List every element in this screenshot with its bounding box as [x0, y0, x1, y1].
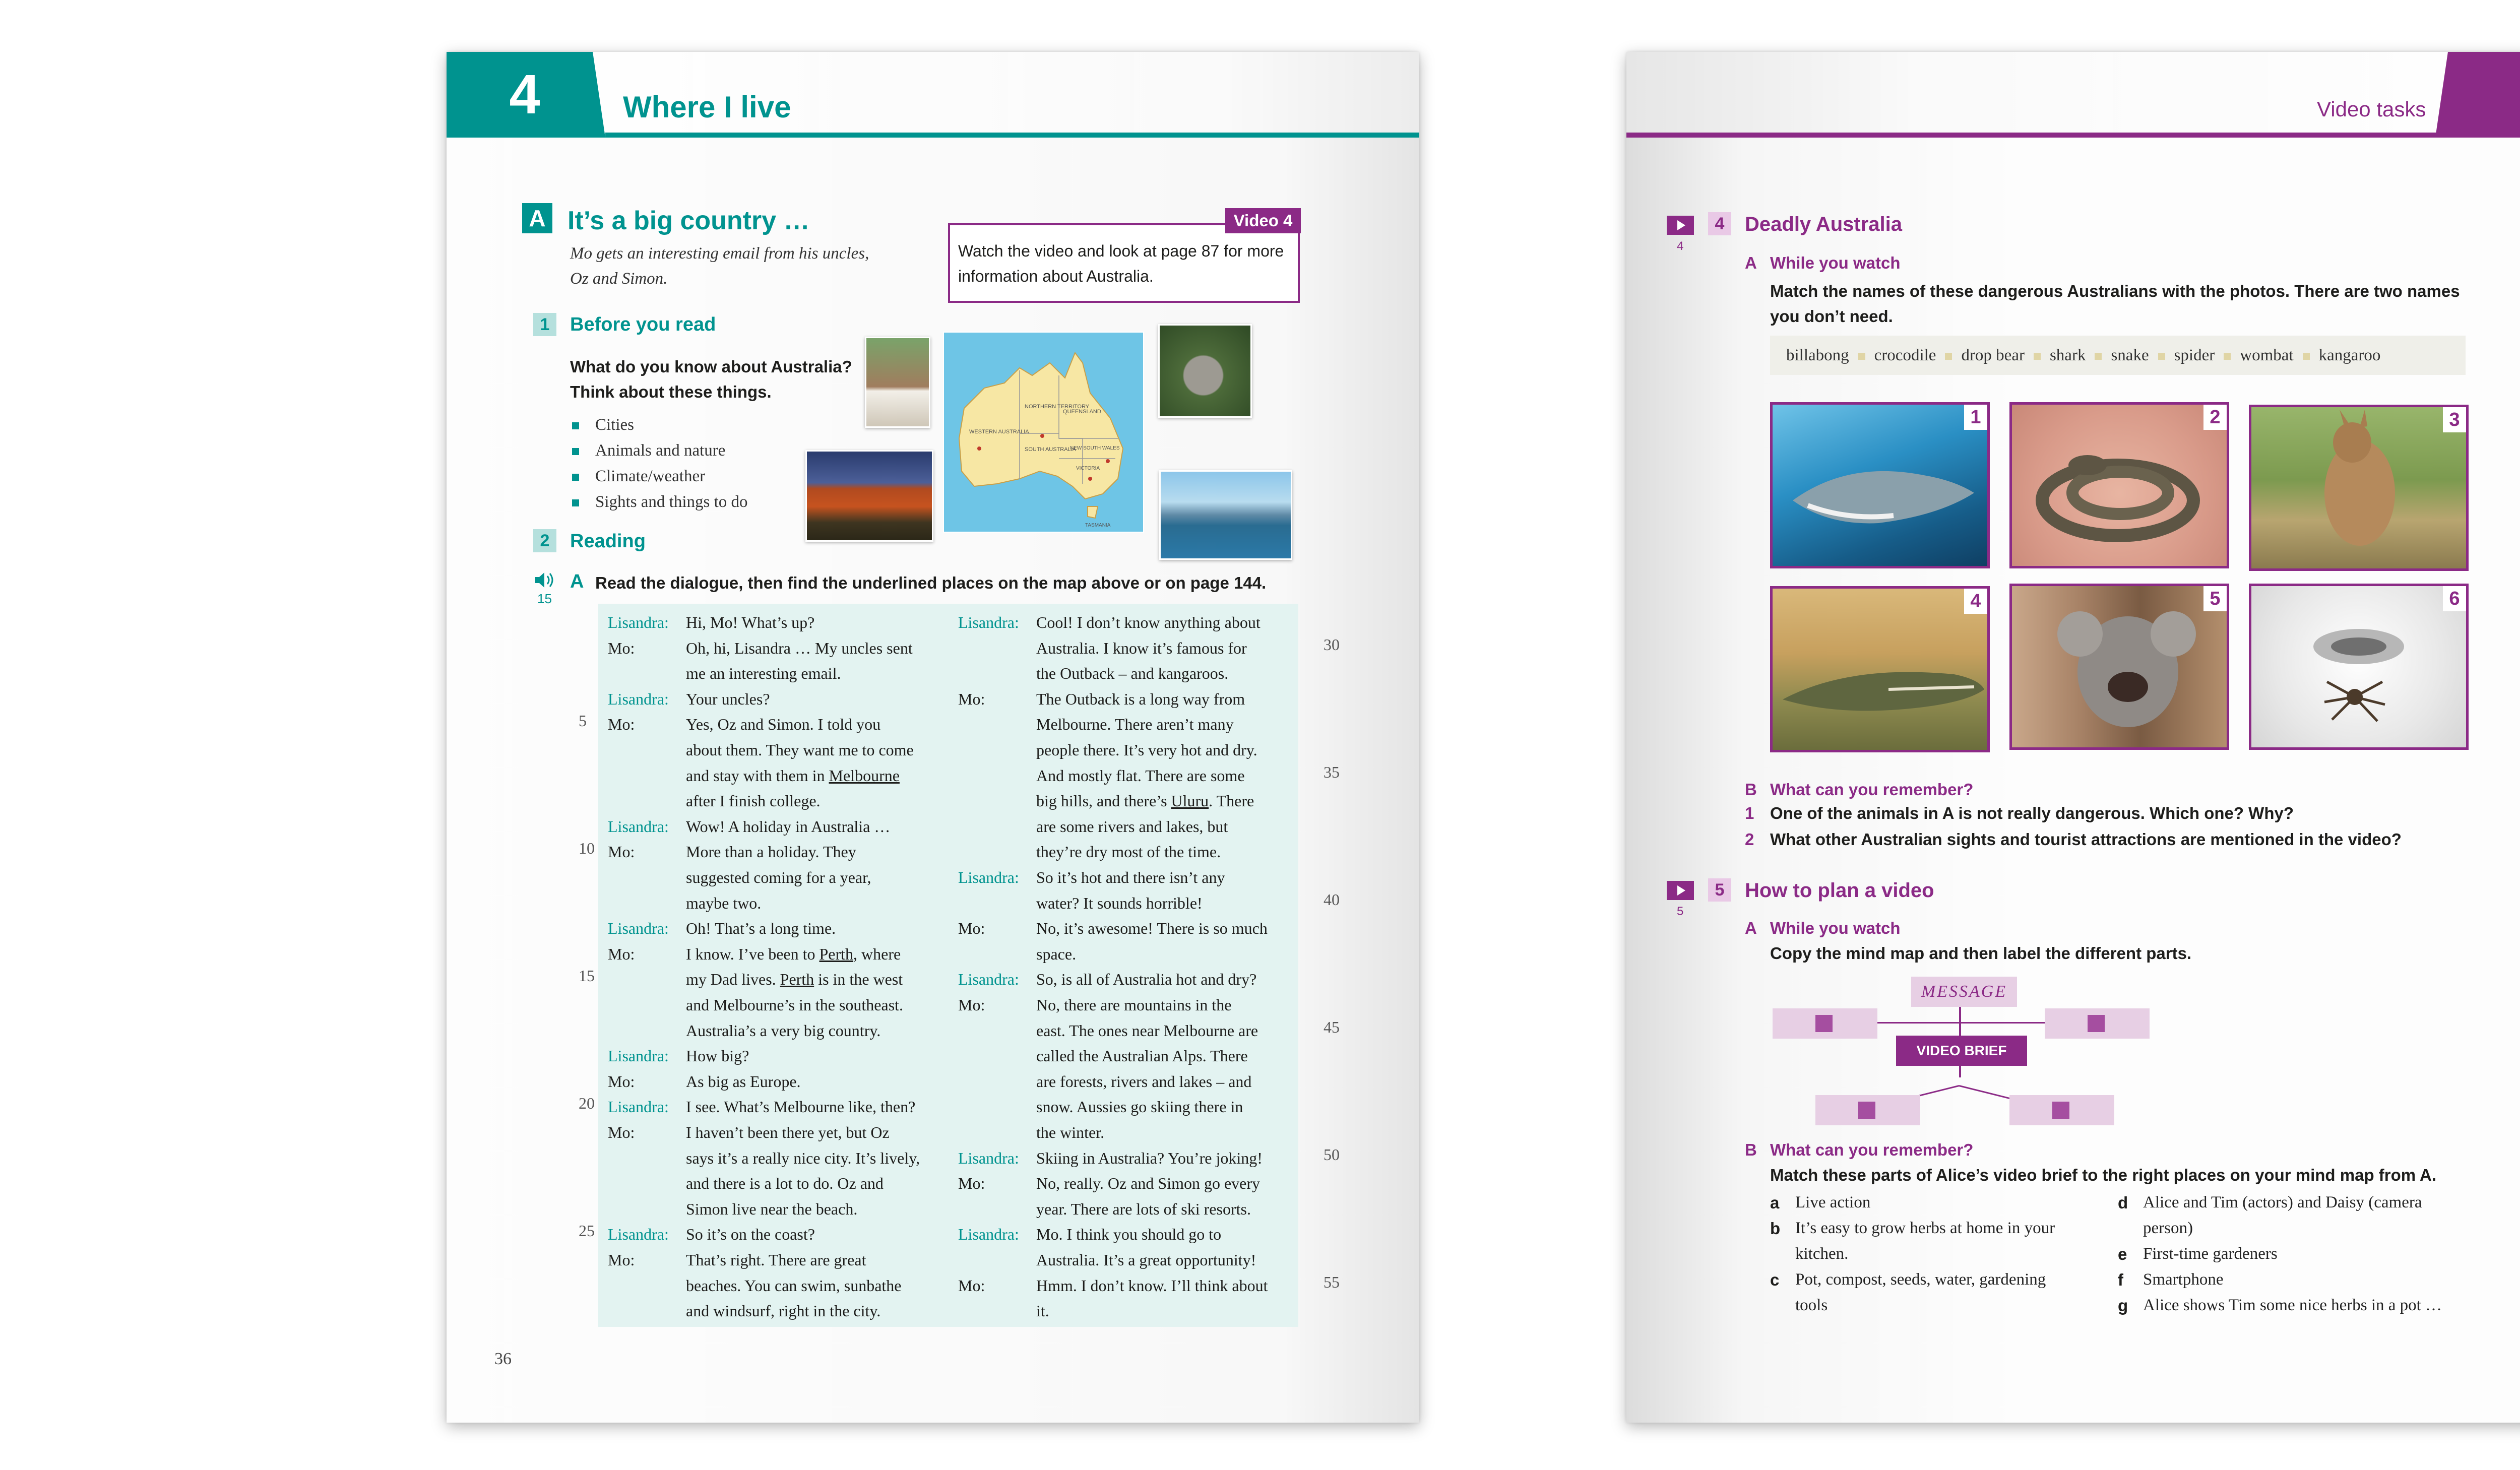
dialogue-line: More than a holiday. They: [686, 843, 856, 861]
map-label: TASMANIA: [1085, 523, 1111, 528]
kangaroo-photo: [2249, 405, 2469, 571]
exercise-number: 2: [533, 529, 556, 552]
dialogue-line: Oh! That’s a long time.: [686, 919, 836, 938]
line-number: 35: [1324, 762, 1340, 781]
dialogue-line: the winter.: [1036, 1123, 1105, 1141]
dialogue-line: So, is all of Australia hot and dry?: [1036, 970, 1257, 989]
option-text: kitchen.: [1795, 1245, 1849, 1263]
dialogue-line: Wow! A holiday in Australia …: [686, 817, 891, 836]
dialogue-line: That’s right. There are great: [686, 1251, 866, 1269]
option-text: It’s easy to grow herbs at home in your: [1795, 1219, 2055, 1237]
task-title: While you watch: [1770, 253, 1901, 272]
dialogue-line: suggested coming for a year,: [686, 868, 871, 886]
option-letter: c: [1770, 1270, 1780, 1289]
task-instruction: Match these parts of Alice’s video brief to the right places on your mind map from A.: [1770, 1166, 2437, 1184]
dialogue-line: So it’s on the coast?: [686, 1225, 815, 1244]
dialogue-line: and stay with them in Melbourne: [686, 766, 900, 785]
speaker-label: Lisandra:: [608, 1225, 669, 1244]
line-number: 25: [579, 1222, 595, 1240]
speaker-label: Lisandra:: [608, 1047, 669, 1065]
word-separator: [2158, 353, 2165, 360]
word: shark: [2049, 346, 2086, 364]
task-title: What can you remember?: [1770, 780, 1974, 799]
header-title: Video tasks: [2317, 97, 2426, 121]
speaker-label: Lisandra:: [958, 1148, 1019, 1167]
exercise-number: 4: [1708, 212, 1731, 235]
word-separator: [1945, 353, 1952, 360]
instruction-line: Match the names of these dangerous Australians with the photos. There are two names: [1770, 282, 2460, 300]
header-rule: [1626, 133, 2443, 138]
speaker-label: Mo:: [958, 1174, 985, 1193]
option-letter: f: [2118, 1270, 2123, 1289]
koala-photo-2: [2009, 584, 2229, 750]
dialogue-line: space.: [1036, 944, 1077, 963]
snake-photo: [2009, 402, 2229, 568]
word-separator: [1858, 353, 1865, 360]
dialogue-line: my Dad lives. Perth is in the west: [686, 970, 903, 989]
australia-map: [943, 332, 1144, 533]
word: snake: [2111, 346, 2149, 364]
task-instruction: Read the dialogue, then find the underlined places on the map above or on page 144.: [595, 573, 1267, 592]
dialogue-line: about them. They want me to come: [686, 740, 914, 759]
dialogue-line: water? It sounds horrible!: [1036, 893, 1203, 912]
header-tab: [2435, 52, 2520, 138]
list-item: Cities: [570, 412, 748, 438]
dialogue-line: year. There are lots of ski resorts.: [1036, 1199, 1251, 1218]
line-number: 45: [1324, 1017, 1340, 1036]
video-tag: Video 4: [1225, 208, 1301, 233]
video-icon[interactable]: [1667, 881, 1694, 900]
option-text: Alice and Tim (actors) and Daisy (camera: [2143, 1193, 2422, 1211]
option-letter: b: [1770, 1219, 1781, 1238]
uluru-photo: [805, 450, 933, 542]
word-separator: [2224, 353, 2231, 360]
option-text: Alice shows Tim some nice herbs in a pot …: [2143, 1296, 2442, 1314]
dialogue-line: Australia. It’s a great opportunity!: [1036, 1250, 1256, 1269]
dialogue-line: says it’s a really nice city. It’s lively,: [686, 1148, 920, 1167]
spider-photo: [2249, 584, 2469, 750]
speaker-label: Lisandra:: [608, 1098, 669, 1116]
option-text: Smartphone: [2143, 1270, 2224, 1289]
dialogue-line: Oh, hi, Lisandra … My uncles sent: [686, 638, 913, 657]
word-separator: [2303, 353, 2310, 360]
speaker-label: Lisandra:: [958, 1225, 1019, 1244]
exercise-number: 1: [533, 313, 556, 336]
line-number: 10: [579, 839, 595, 858]
word: kangaroo: [2318, 346, 2381, 364]
speaker-label: Mo:: [958, 996, 985, 1014]
mindmap-marker: [2052, 1102, 2069, 1119]
question-number: 1: [1745, 804, 1754, 822]
section-subtitle: [570, 241, 869, 291]
task-title: While you watch: [1770, 919, 1901, 937]
task-letter: B: [1745, 1140, 1757, 1159]
dialogue-line: called the Australian Alps. There: [1036, 1047, 1248, 1065]
dialogue-line: after I finish college.: [686, 792, 821, 810]
dialogue-line: How big?: [686, 1047, 749, 1065]
video-number: 5: [1677, 905, 1684, 918]
dialogue-line: I know. I’ve been to Perth, where: [686, 944, 901, 963]
speaker-label: Lisandra:: [958, 613, 1019, 631]
section-title: It’s a big country …: [568, 206, 810, 235]
mindmap-node: [1815, 1095, 1920, 1125]
dialogue-line: snow. Aussies go skiing there in: [1036, 1098, 1243, 1116]
word: billabong: [1786, 346, 1849, 364]
section-letter: A: [522, 203, 552, 233]
question-number: 2: [1745, 830, 1754, 849]
chapter-number: 4: [509, 63, 540, 125]
speaker-label: Mo:: [608, 843, 635, 861]
word: drop bear: [1961, 346, 2025, 364]
question-text: What other Australian sights and tourist attractions are mentioned in the video?: [1770, 830, 2402, 849]
option-letter: a: [1770, 1193, 1780, 1212]
speaker-label: Mo:: [608, 1072, 635, 1091]
option-letter: e: [2118, 1245, 2127, 1263]
dialogue-line: Hmm. I don’t know. I’ll think about: [1036, 1276, 1268, 1295]
dialogue-line: The Outback is a long way from: [1036, 689, 1245, 708]
subtitle-line: Mo gets an interesting email from his uncles,: [570, 244, 869, 263]
shark-photo: [1770, 402, 1990, 568]
speaker-label: Mo:: [608, 1251, 635, 1269]
question-line: Think about these things.: [570, 382, 772, 401]
dialogue-line: and Melbourne’s in the southeast.: [686, 995, 904, 1014]
dialogue-line: So it’s hot and there isn’t any: [1036, 868, 1225, 886]
dialogue-line: Australia’s a very big country.: [686, 1021, 881, 1040]
photo-number: 6: [2443, 586, 2466, 611]
subtitle-line: Oz and Simon.: [570, 270, 668, 288]
dialogue-line: me an interesting email.: [686, 664, 841, 683]
left-page: [447, 52, 1419, 1423]
photo-number: 1: [1964, 405, 1987, 430]
page-number: 36: [494, 1350, 512, 1368]
mindmap-node: [2009, 1095, 2114, 1125]
speaker-label: Lisandra:: [958, 970, 1019, 989]
task-letter: A: [1745, 919, 1757, 937]
dialogue-line: No, really. Oz and Simon go every: [1036, 1174, 1261, 1193]
speaker-label: Mo:: [608, 715, 635, 734]
word: wombat: [2240, 346, 2294, 364]
dialogue-line: No, there are mountains in the: [1036, 996, 1232, 1014]
map-label: SOUTH AUSTRALIA: [1025, 446, 1077, 453]
speaker-label: Mo:: [608, 1123, 635, 1141]
task-instruction: Copy the mind map and then label the different parts.: [1770, 944, 2192, 963]
speaker-label: Mo:: [608, 638, 635, 657]
line-number: 55: [1324, 1272, 1340, 1291]
dialogue-line: I see. What’s Melbourne like, then?: [686, 1098, 916, 1116]
mindmap-marker: [2088, 1015, 2105, 1032]
sydney-photo: [1159, 470, 1292, 560]
exercise-number: 5: [1708, 878, 1731, 902]
dialogue-line: and there is a lot to do. Oz and: [686, 1174, 884, 1193]
dialogue-line: are some rivers and lakes, but: [1036, 817, 1228, 836]
dialogue-line: Yes, Oz and Simon. I told you: [686, 715, 881, 734]
dialogue-line: east. The ones near Melbourne are: [1036, 1021, 1258, 1040]
map-label: WESTERN AUSTRALIA: [969, 429, 1029, 435]
audio-icon[interactable]: [533, 570, 558, 590]
question-line: What do you know about Australia?: [570, 357, 852, 376]
dialogue-line: Simon live near the beach.: [686, 1199, 858, 1218]
line-number: 15: [579, 967, 595, 985]
dialogue-line: Melbourne. There aren’t many: [1036, 715, 1234, 734]
speaker-label: Mo:: [958, 689, 985, 708]
speaker-label: Mo:: [958, 1276, 985, 1295]
word: crocodile: [1874, 346, 1936, 364]
exercise-title: Reading: [570, 531, 646, 552]
dialogue-line: are forests, rivers and lakes – and: [1036, 1072, 1252, 1091]
question-text: One of the animals in A is not really dangerous. Which one? Why?: [1770, 804, 2294, 822]
speaker-label: Mo:: [958, 919, 985, 938]
dialogue-line: it.: [1036, 1302, 1049, 1320]
map-label: NORTHERN TERRITORY: [1025, 404, 1090, 410]
speaker-label: Lisandra:: [608, 613, 669, 631]
option-text: person): [2143, 1219, 2193, 1237]
task-instruction: [1770, 279, 2460, 329]
line-number: 40: [1324, 890, 1340, 909]
list-item: Animals and nature: [570, 438, 748, 464]
speaker-label: Lisandra:: [958, 868, 1019, 886]
task-letter: B: [1745, 780, 1757, 799]
australia-map-graphic: [944, 333, 1143, 532]
word-bank: [1770, 336, 2466, 375]
dialogue-line: maybe two.: [686, 893, 762, 912]
list-item: Sights and things to do: [570, 489, 748, 515]
speaker-label: Lisandra:: [608, 689, 669, 708]
dialogue-line: I haven’t been there yet, but Oz: [686, 1123, 890, 1141]
dialogue-line: And mostly flat. There are some: [1036, 766, 1245, 785]
video-icon[interactable]: [1667, 216, 1694, 235]
option-letter: g: [2118, 1296, 2128, 1315]
dialogue-line: Australia. I know it’s famous for: [1036, 638, 1247, 657]
mindmap-node: [1773, 1008, 1877, 1039]
mindmap-marker: [1858, 1102, 1875, 1119]
exercise-question: [570, 354, 852, 405]
task-letter: A: [570, 571, 584, 592]
line-number: 5: [579, 712, 587, 730]
line-number: 20: [579, 1094, 595, 1113]
list-item: Climate/weather: [570, 464, 748, 489]
mindmap-center-node: VIDEO BRIEF: [1896, 1036, 2027, 1066]
topic-list: [570, 412, 748, 515]
dialogue-line: Mo. I think you should go to: [1036, 1225, 1222, 1244]
dialogue-line: people there. It’s very hot and dry.: [1036, 740, 1257, 759]
photo-number: 3: [2443, 407, 2466, 432]
exercise-title: Before you read: [570, 314, 716, 335]
dialogue-box: [598, 604, 1298, 1327]
dialogue-line: As big as Europe.: [686, 1072, 801, 1091]
option-text: First-time gardeners: [2143, 1245, 2278, 1263]
mindmap-marker: [1815, 1015, 1833, 1032]
option-letter: d: [2118, 1193, 2128, 1212]
photo-number: 5: [2203, 586, 2227, 611]
speaker-label: Lisandra:: [608, 817, 669, 836]
dialogue-line: they’re dry most of the time.: [1036, 843, 1221, 861]
task-letter: A: [1745, 253, 1757, 272]
map-label: QUEENSLAND: [1063, 409, 1101, 415]
task-title: What can you remember?: [1770, 1140, 1974, 1159]
photo-number: 2: [2203, 405, 2227, 430]
option-text: tools: [1795, 1296, 1828, 1314]
chapter-title: Where I live: [623, 90, 791, 124]
right-page: [1626, 52, 2520, 1423]
header-rule: [605, 133, 1419, 138]
dialogue-line: Skiing in Australia? You’re joking!: [1036, 1148, 1263, 1167]
map-label: VICTORIA: [1076, 466, 1100, 471]
speaker-label: Mo:: [608, 944, 635, 963]
dialogue-line: Hi, Mo! What’s up?: [686, 613, 815, 631]
dialogue-line: and windsurf, right in the city.: [686, 1302, 881, 1320]
option-text: Live action: [1795, 1193, 1871, 1211]
word-separator: [2034, 353, 2041, 360]
line-number: 50: [1324, 1145, 1340, 1164]
exercise-title: How to plan a video: [1745, 879, 1934, 902]
mindmap-node: [2045, 1008, 2150, 1039]
dialogue-line: big hills, and there’s Uluru. There: [1036, 792, 1254, 810]
video-text: Watch the video and look at page 87 for more information about Australia.: [958, 242, 1284, 285]
word-separator: [2095, 353, 2102, 360]
mindmap-message-node: MESSAGE: [1911, 977, 2017, 1007]
speaker-label: Lisandra:: [608, 919, 669, 938]
mindmap-connector: [1959, 1022, 2045, 1024]
exercise-title: Deadly Australia: [1745, 213, 1902, 235]
map-label: NEW SOUTH WALES: [1070, 445, 1120, 451]
video-number: 4: [1677, 239, 1684, 253]
photo-number: 4: [1964, 589, 1987, 614]
dialogue-line: the Outback – and kangaroos.: [1036, 664, 1229, 683]
crocodile-photo: [1770, 586, 1990, 752]
dialogue-line: Cool! I don’t know anything about: [1036, 613, 1261, 631]
word: spider: [2174, 346, 2215, 364]
person-photo: [865, 337, 930, 428]
dialogue-line: No, it’s awesome! There is so much: [1036, 919, 1268, 938]
dialogue-line: beaches. You can swim, sunbathe: [686, 1276, 902, 1295]
dialogue-line: Your uncles?: [686, 689, 770, 708]
option-text: Pot, compost, seeds, water, gardening: [1795, 1270, 2046, 1289]
instruction-line: you don’t need.: [1770, 307, 1893, 326]
audio-track-number: 15: [537, 591, 552, 606]
line-number: 30: [1324, 635, 1340, 654]
video-tasks-header: [1626, 52, 2520, 138]
koala-photo: [1158, 324, 1252, 418]
